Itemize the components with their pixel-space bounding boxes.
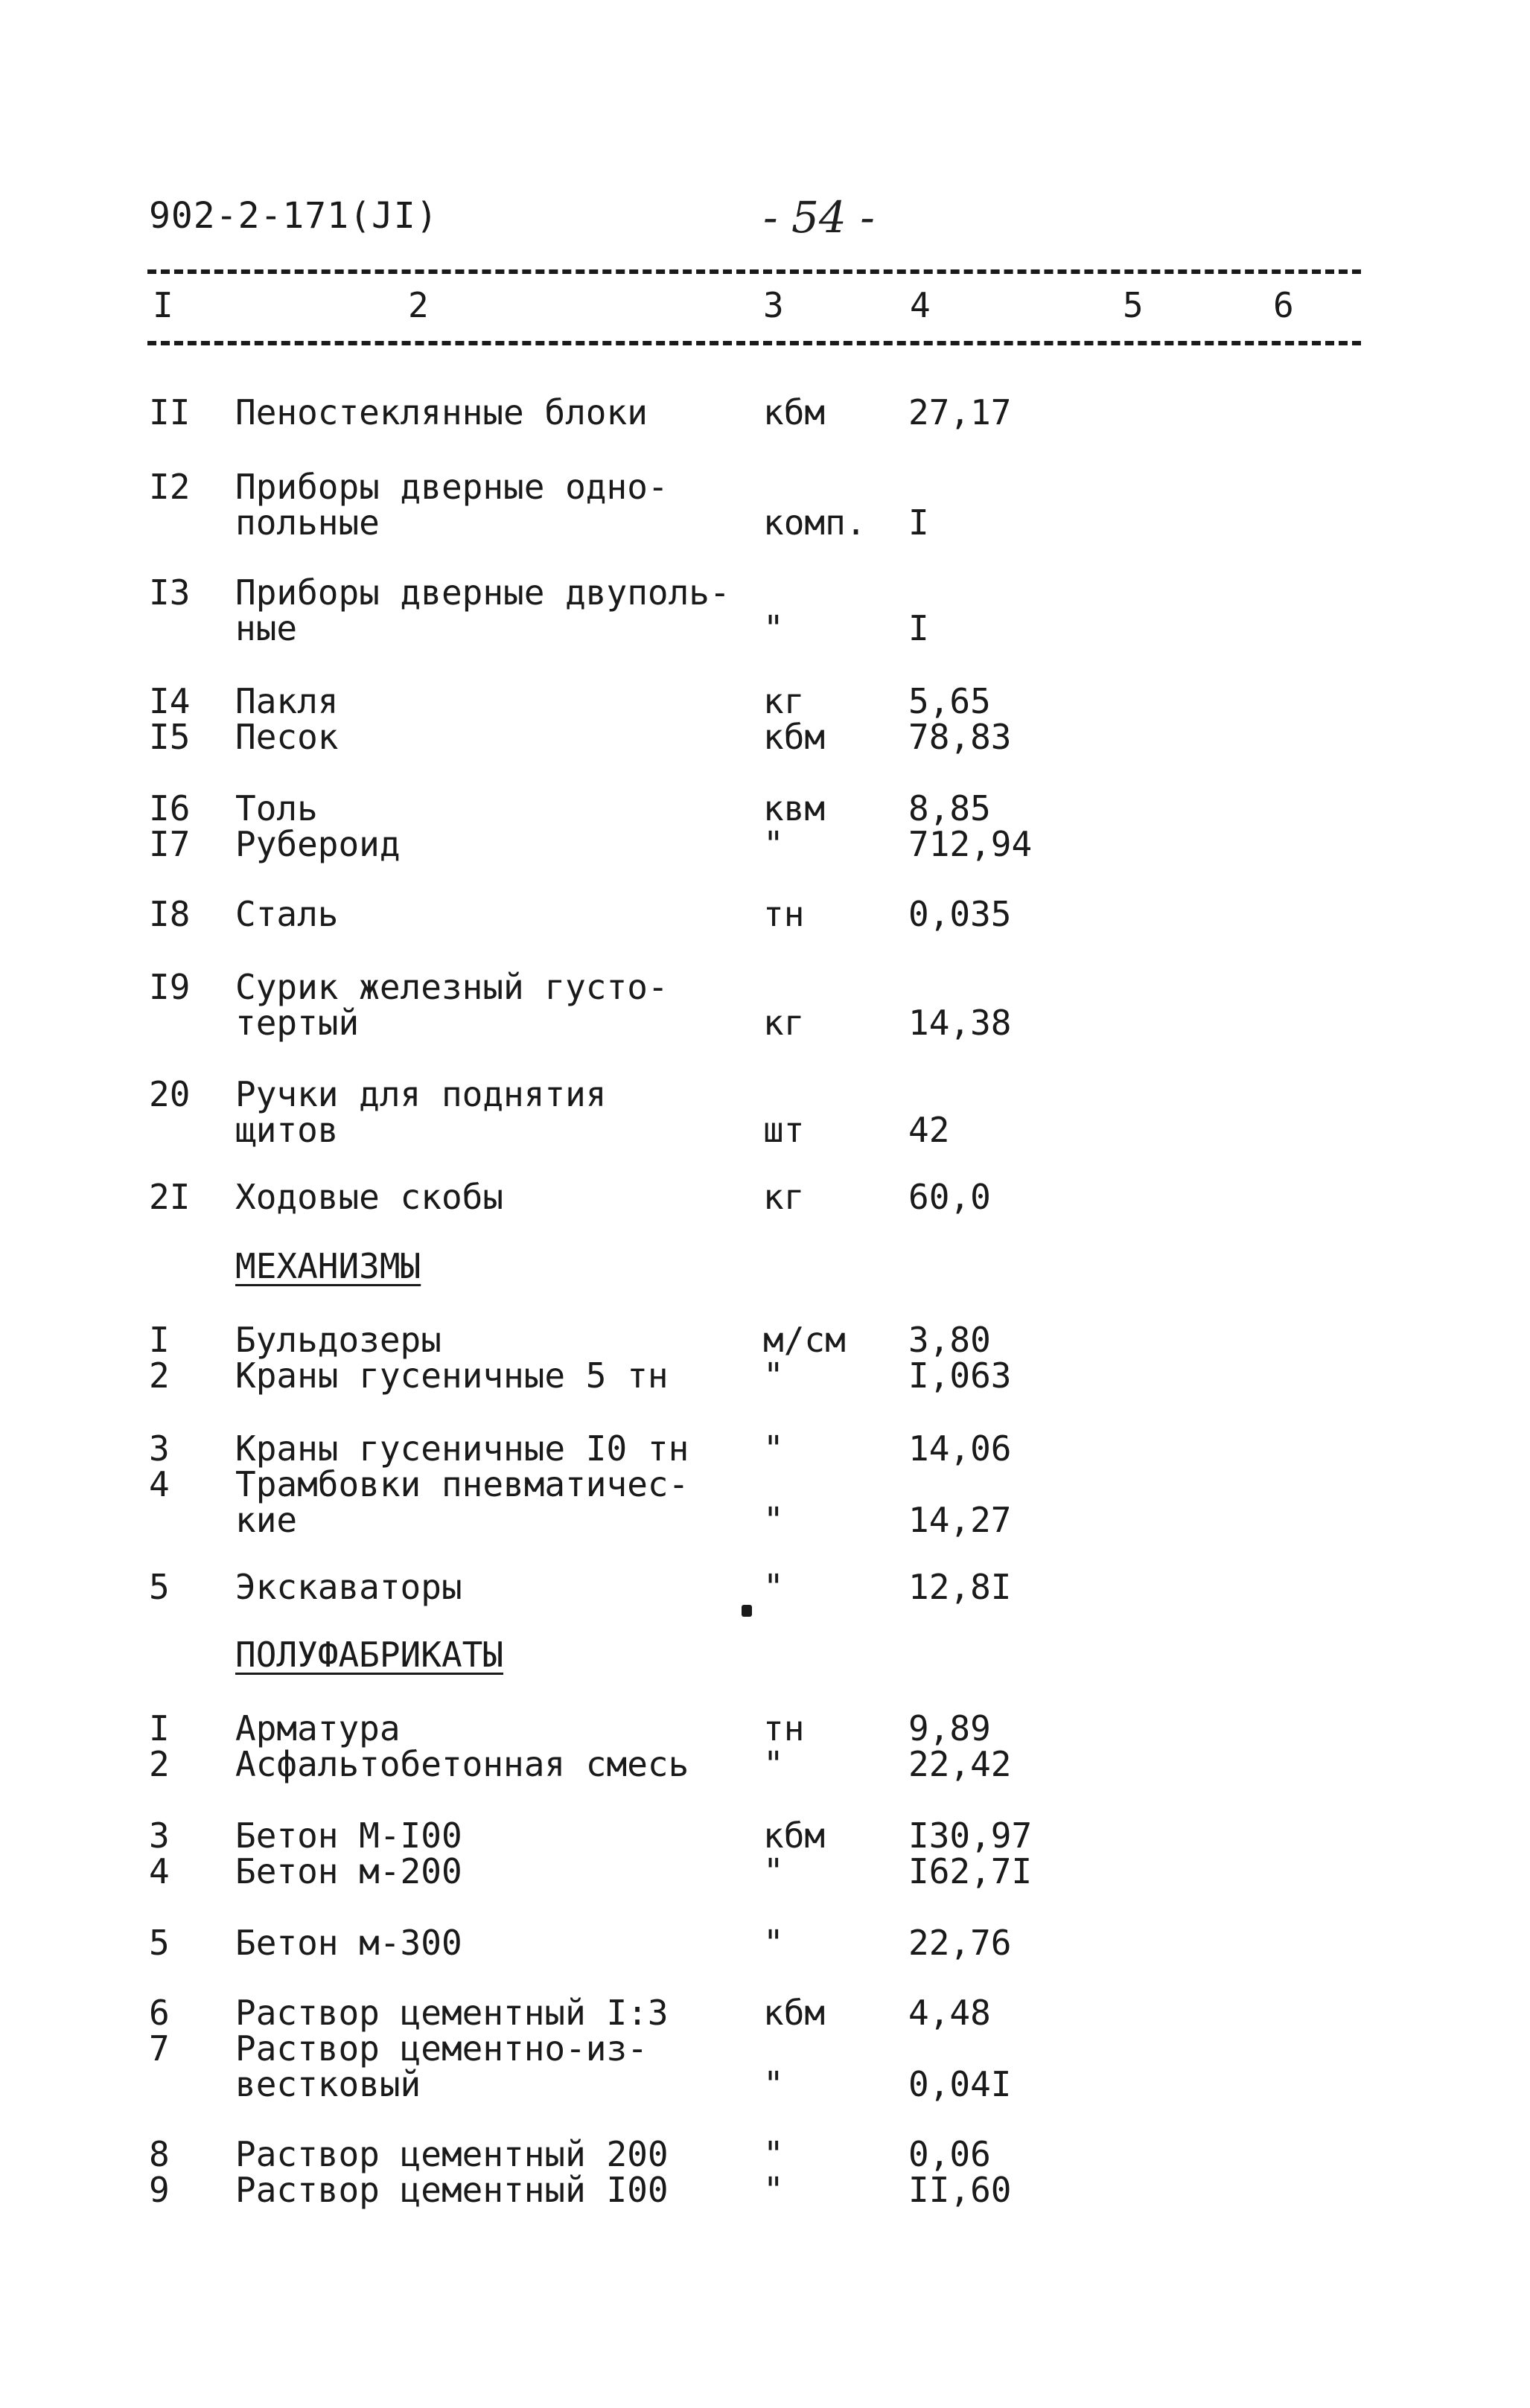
item-name: Толь (235, 788, 318, 828)
row-number: 9 (149, 2170, 170, 2210)
item-quantity: 42 (908, 1110, 950, 1150)
item-unit: кг (763, 1177, 805, 1217)
item-name: Краны гусеничные I0 тн (235, 1428, 689, 1469)
item-name: Пеностеклянные блоки (235, 392, 648, 432)
row-number: 3 (149, 1428, 170, 1469)
column-header-2: 2 (408, 285, 429, 325)
item-name: Асфальтобетонная смесь (235, 1744, 689, 1784)
item-quantity: 14,38 (908, 1003, 1012, 1043)
row-number: I7 (149, 824, 191, 864)
item-quantity: 60,0 (908, 1177, 991, 1217)
item-quantity: 12,8I (908, 1567, 1012, 1607)
item-unit: кбм (763, 1815, 826, 1856)
item-unit: кбм (763, 717, 826, 757)
item-quantity: 9,89 (908, 1708, 991, 1748)
item-quantity: 8,85 (908, 788, 991, 828)
item-name: Песок (235, 717, 339, 757)
item-name: Сурик железный густо- тертый (235, 967, 669, 1043)
item-quantity: 0,04I (908, 2064, 1012, 2104)
item-unit: " (763, 1567, 784, 1607)
item-unit: " (763, 1851, 784, 1891)
item-unit: " (763, 2170, 784, 2210)
row-number: I6 (149, 788, 191, 828)
item-quantity: 27,17 (908, 392, 1012, 432)
section-heading-mechanisms: МЕХАНИЗМЫ (235, 1246, 421, 1286)
item-unit: " (763, 1355, 784, 1396)
row-number: I (149, 1708, 170, 1748)
item-quantity: 3,80 (908, 1320, 991, 1360)
row-number: I2 (149, 467, 191, 507)
item-unit: тн (763, 894, 805, 934)
row-number: 5 (149, 1923, 170, 1963)
row-number: I (149, 1320, 170, 1360)
item-quantity: 22,76 (908, 1923, 1012, 1963)
item-quantity: 78,83 (908, 717, 1012, 757)
item-quantity: 4,48 (908, 1993, 991, 2033)
item-unit: " (763, 1744, 784, 1784)
item-unit: " (763, 1428, 784, 1469)
item-name: Экскаваторы (235, 1567, 462, 1607)
item-unit: " (763, 2134, 784, 2174)
column-header-5: 5 (1123, 285, 1144, 325)
item-unit: кг (763, 681, 805, 721)
table-header-top-rule (147, 269, 1361, 274)
row-number: I4 (149, 681, 191, 721)
row-number: 4 (149, 1851, 170, 1891)
item-quantity: 14,27 (908, 1500, 1012, 1540)
row-number: 2 (149, 1355, 170, 1396)
item-unit: " (763, 1500, 784, 1540)
item-name: Раствор цементный I00 (235, 2170, 669, 2210)
column-header-4: 4 (910, 285, 931, 325)
item-quantity: 5,65 (908, 681, 991, 721)
item-name: Бетон м-200 (235, 1851, 462, 1891)
item-quantity: 14,06 (908, 1428, 1012, 1469)
row-number: II (149, 392, 191, 432)
item-name: Приборы дверные одно- польные (235, 467, 669, 543)
item-unit: шт (763, 1110, 805, 1150)
item-unit: квм (763, 788, 826, 828)
item-quantity: 712,94 (908, 824, 1033, 864)
item-quantity: I62,7I (908, 1851, 1033, 1891)
table-header-bottom-rule (147, 341, 1361, 345)
item-quantity: I,063 (908, 1355, 1012, 1396)
item-name: Рубероид (235, 824, 401, 864)
row-number: I9 (149, 967, 191, 1007)
item-name: Ходовые скобы (235, 1177, 504, 1217)
item-unit: м/см (763, 1320, 846, 1360)
item-quantity: II,60 (908, 2170, 1012, 2210)
item-quantity: 0,035 (908, 894, 1012, 934)
item-quantity: 0,06 (908, 2134, 991, 2174)
item-name: Арматура (235, 1708, 401, 1748)
row-number: 2 (149, 1744, 170, 1784)
item-name: Раствор цементный 200 (235, 2134, 669, 2174)
document-code: 902-2-171(JI) (149, 195, 439, 237)
item-quantity: I (908, 502, 929, 543)
item-name: Раствор цементный I:3 (235, 1993, 669, 2033)
item-name: Бульдозеры (235, 1320, 442, 1360)
column-header-3: 3 (763, 285, 784, 325)
ink-speck (742, 1605, 752, 1617)
item-name: Пакля (235, 681, 339, 721)
row-number: 8 (149, 2134, 170, 2174)
item-unit: " (763, 608, 784, 648)
item-name: Бетон м-300 (235, 1923, 462, 1963)
item-quantity: I30,97 (908, 1815, 1033, 1856)
row-number: I5 (149, 717, 191, 757)
column-header-6: 6 (1273, 285, 1294, 325)
item-name: Ручки для поднятия щитов (235, 1074, 607, 1150)
item-unit: " (763, 824, 784, 864)
item-unit: комп. (763, 502, 867, 543)
item-quantity: 22,42 (908, 1744, 1012, 1784)
item-unit: кбм (763, 1993, 826, 2033)
item-unit: " (763, 2064, 784, 2104)
item-name: Приборы дверные двуполь- ные (235, 572, 730, 648)
row-number: 2I (149, 1177, 191, 1217)
item-name: Сталь (235, 894, 339, 934)
row-number: I8 (149, 894, 191, 934)
item-unit: тн (763, 1708, 805, 1748)
row-number: I3 (149, 572, 191, 613)
row-number: 20 (149, 1074, 191, 1114)
page-number: - 54 - (763, 192, 875, 243)
item-quantity: I (908, 608, 929, 648)
row-number: 5 (149, 1567, 170, 1607)
item-name: Трамбовки пневматичес- кие (235, 1464, 689, 1540)
item-unit: кг (763, 1003, 805, 1043)
row-number: 7 (149, 2028, 170, 2069)
section-heading-semi-products: ПОЛУФАБРИКАТЫ (235, 1635, 504, 1675)
column-header-1: I (153, 285, 173, 325)
row-number: 6 (149, 1993, 170, 2033)
row-number: 3 (149, 1815, 170, 1856)
row-number: 4 (149, 1464, 170, 1504)
item-unit: " (763, 1923, 784, 1963)
item-name: Бетон М-I00 (235, 1815, 462, 1856)
item-unit: кбм (763, 392, 826, 432)
item-name: Раствор цементно-из- вестковый (235, 2028, 648, 2104)
item-name: Краны гусеничные 5 тн (235, 1355, 669, 1396)
